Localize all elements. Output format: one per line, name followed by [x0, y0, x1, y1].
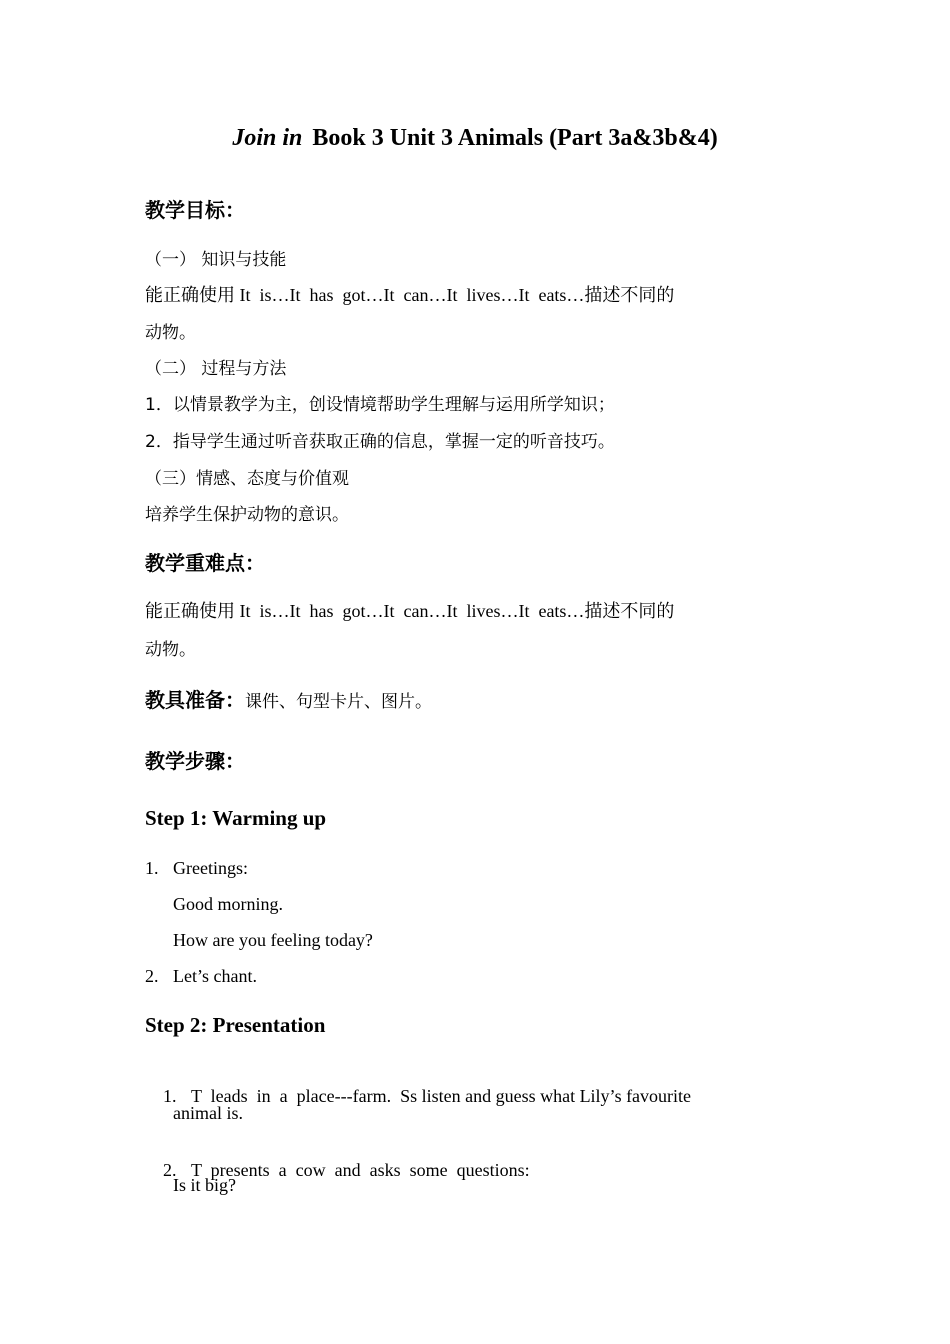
list-number: 2. [145, 966, 159, 986]
knowledge-line-2: 动物。 [145, 323, 196, 343]
objectives-heading: 教学目标： [145, 198, 245, 222]
list-text: Let’s chant. [173, 966, 257, 986]
knowledge-line-1: 能正确使用 It is…It has got…It can…It lives…It eats…描述不同的 [145, 285, 675, 305]
emotion-heading: （三）情感、态度与价值观 [145, 469, 349, 489]
list-item [145, 858, 248, 879]
process-item-1: 1．以情景教学为主，创设情境帮助学生理解与运用所学知识； [145, 395, 615, 415]
key-points-heading: 教学重难点： [145, 551, 265, 575]
emotion-text: 培养学生保护动物的意识。 [145, 505, 349, 525]
materials-line [145, 684, 432, 713]
list-number: 1. [145, 858, 159, 878]
title-italic: Join in [232, 125, 303, 151]
process-heading: （二） 过程与方法 [145, 359, 287, 379]
list-item [145, 966, 257, 987]
step2-title: Step 2: Presentation [145, 1013, 326, 1037]
list-number: 1. [163, 1086, 177, 1106]
list-text: Greetings: [173, 858, 248, 878]
materials-text: 课件、句型卡片、图片。 [245, 692, 432, 712]
knowledge-heading: （一） 知识与技能 [145, 250, 287, 270]
list-item: Good morning. [173, 894, 283, 914]
list-text: T presents a cow and asks some questions: [191, 1160, 530, 1180]
key-points-line-1: 能正确使用 It is…It has got…It can…It lives…It eats…描述不同的 [145, 601, 675, 621]
list-item: How are you feeling today? [173, 930, 373, 950]
step1-title: Step 1: Warming up [145, 806, 327, 830]
title-main: Book 3 Unit 3 Animals (Part 3a&3b&4) [312, 125, 718, 151]
document-title [0, 125, 950, 152]
materials-heading: 教具准备： [145, 688, 245, 712]
key-points-line-2: 动物。 [145, 640, 196, 660]
list-number: 2. [163, 1160, 177, 1180]
process-item-2: 2．指导学生通过听音获取正确的信息，掌握一定的听音技巧。 [145, 432, 615, 452]
list-item-continuation: animal is. [173, 1103, 243, 1123]
list-item-continuation: Is it big? [173, 1175, 236, 1195]
list-text: T leads in a place---farm. Ss listen and guess what Lily’s favourite [191, 1086, 692, 1106]
steps-heading: 教学步骤： [145, 749, 245, 773]
